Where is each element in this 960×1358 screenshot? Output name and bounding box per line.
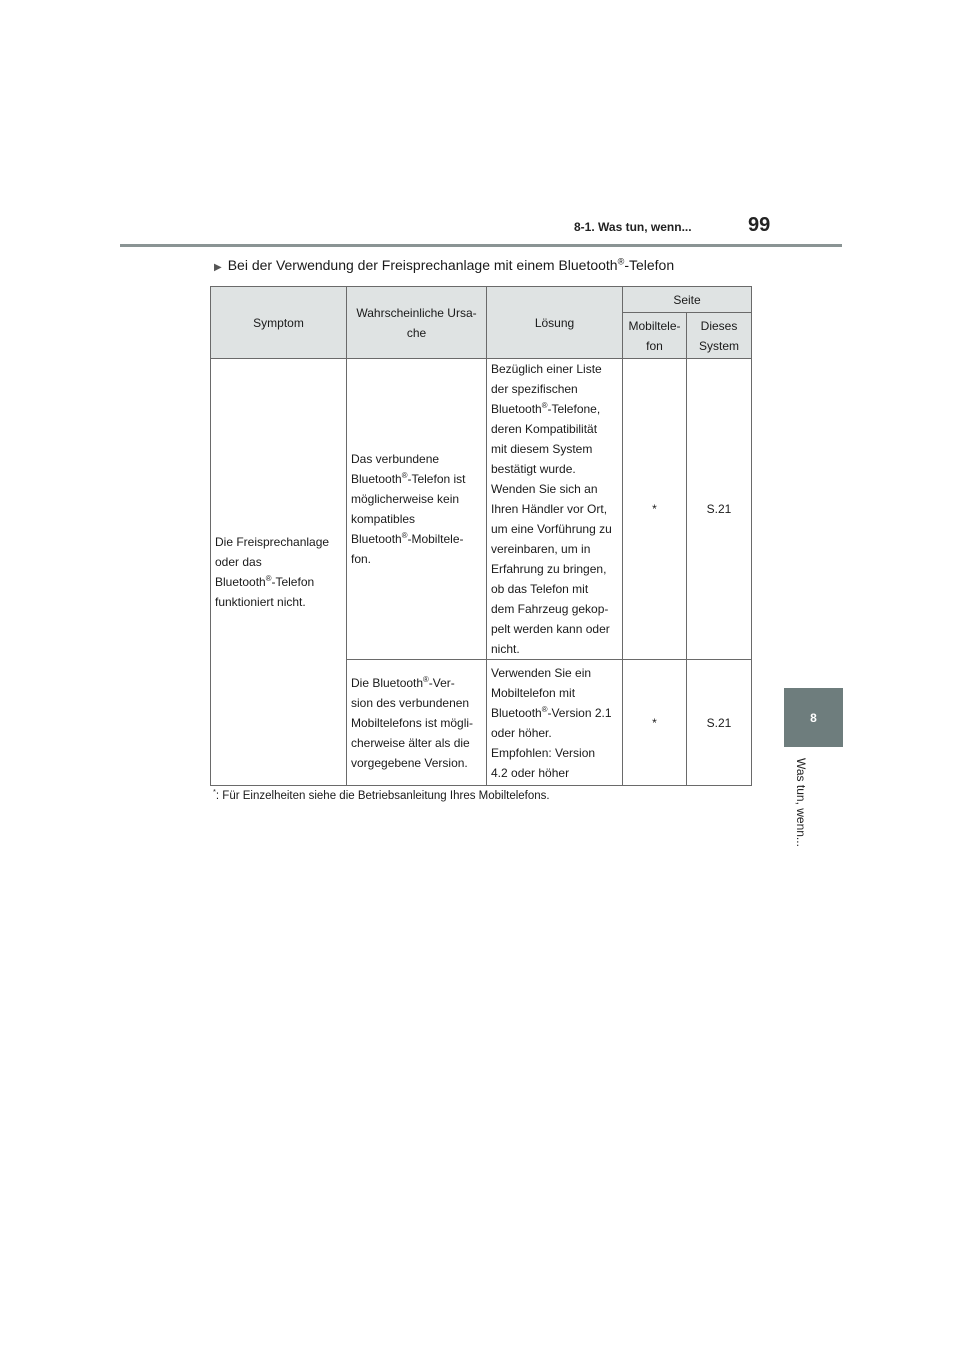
solution-cell: Verwenden Sie ein Mobiltelefon mit Bluetooth®-Version 2.1 oder höher. Empfohlen: Version 4.2 oder höher xyxy=(487,660,623,786)
symptom-cell: Die Freisprechanlage oder das Bluetooth®-Telefon funktioniert nicht. xyxy=(211,359,347,786)
header-mobile: Mobiltele- fon xyxy=(623,313,687,359)
mobile-page-cell: * xyxy=(623,660,687,786)
troubleshooting-table xyxy=(210,286,752,786)
footnote: *: Für Einzelheiten siehe die Betriebsanleitung Ihres Mobiltelefons. xyxy=(213,787,550,802)
chapter-number: 8 xyxy=(810,710,817,725)
header-symptom: Symptom xyxy=(211,287,347,359)
system-page-cell: S.21 xyxy=(687,660,752,786)
chapter-label: Was tun, wenn... xyxy=(794,758,808,847)
mobile-page-cell: * xyxy=(623,359,687,660)
header-cause: Wahrscheinliche Ursa- che xyxy=(347,287,487,359)
header-solution: Lösung xyxy=(487,287,623,359)
system-page-cell: S.21 xyxy=(687,359,752,660)
table-row xyxy=(211,359,752,660)
chapter-tab[interactable] xyxy=(784,688,843,747)
cause-cell: Die Bluetooth®-Ver- sion des verbundenen Mobiltelefons ist mögli- cherweise älter als die vorgegebene Version. xyxy=(347,660,487,786)
section-heading: ▶ Bei der Verwendung der Freisprechanlage mit einem Bluetooth®-Telefon xyxy=(214,256,675,273)
section-title: 8-1. Was tun, wenn... xyxy=(574,220,692,234)
header-page: Seite xyxy=(623,287,752,313)
page-number: 99 xyxy=(748,214,771,236)
solution-cell: Bezüglich einer Liste der spezifischen Bluetooth®-Telefone, deren Kompatibilität mit diesem System bestätigt wurde. Wenden Sie sich an Ihren Händler vor Ort, um eine Vorführung zu vereinbaren, um in Erfahrung zu bringen, ob das Telefon mit dem Fahrzeug gekop- pelt werden kann oder nicht. xyxy=(487,359,623,660)
header-system: Dieses System xyxy=(687,313,752,359)
triangle-bullet-icon: ▶ xyxy=(214,262,222,273)
header-divider xyxy=(120,244,842,247)
cause-cell: Das verbundene Bluetooth®-Telefon ist möglicherweise kein kompatibles Bluetooth®-Mobiltele- fon. xyxy=(347,359,487,660)
